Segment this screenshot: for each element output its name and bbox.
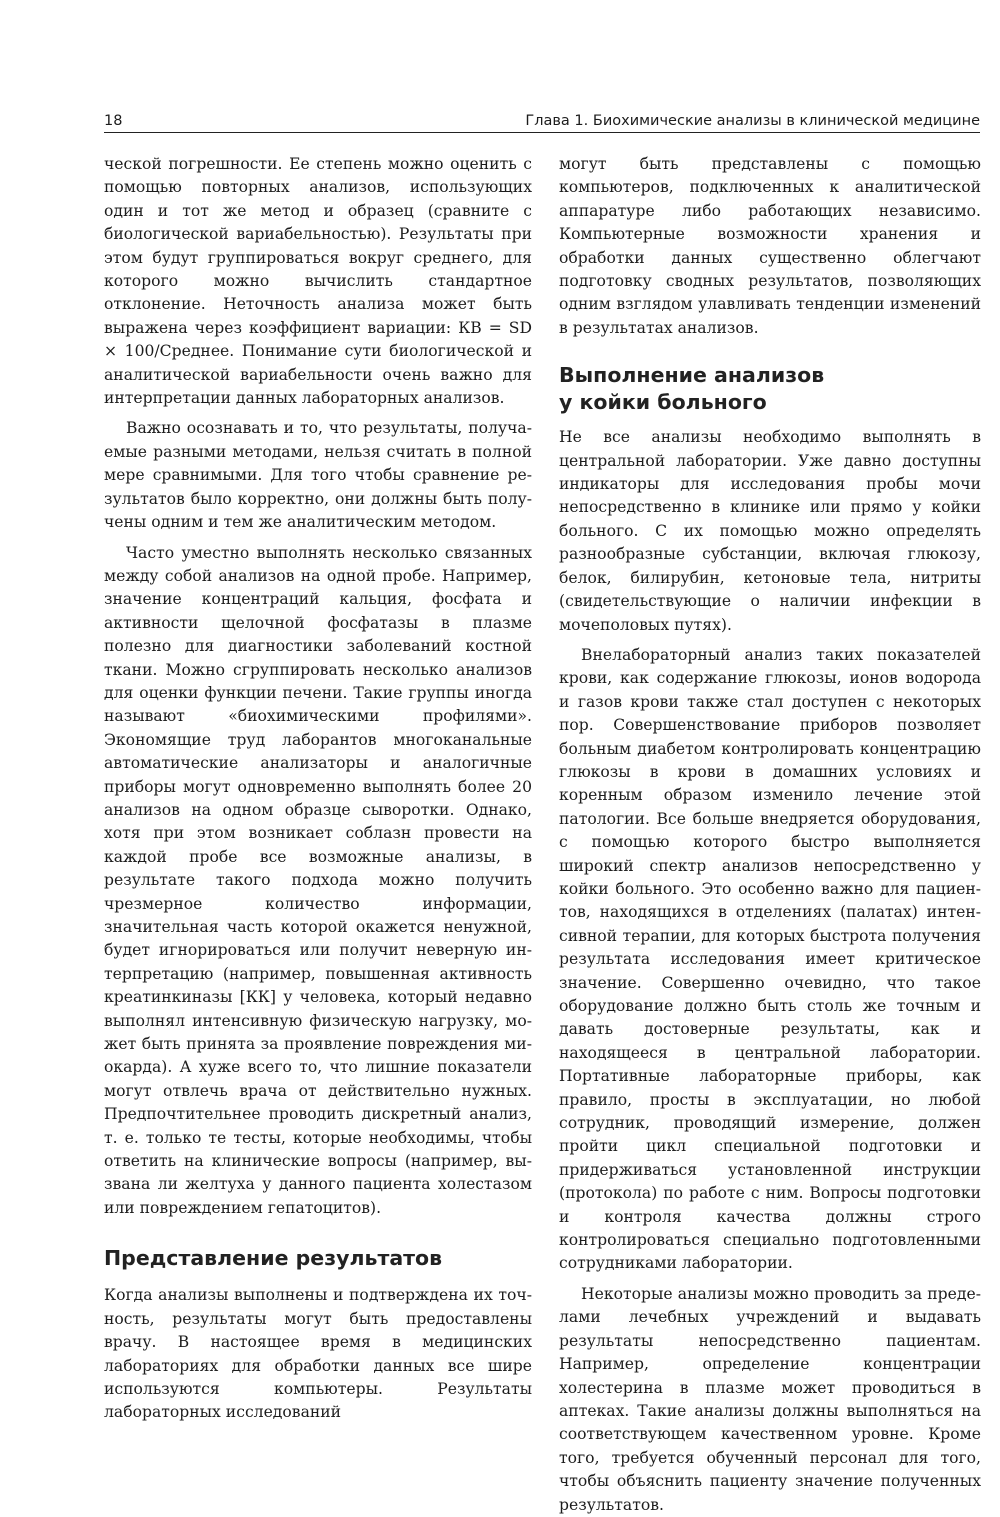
running-head [104, 110, 980, 133]
right-paragraph-1: могут быть представлены с помощью компьютеров, подключенных к аналитической аппаратуре либо работающих независимо. Компьютерные возможности хранения и обработки данных существенно облегчают подготовку сводных результатов, позволяющих одним взглядом улавливать тенденции изменений в результатах анализов. [559, 155, 981, 337]
section-heading-bedside-line-2: у койки больного [559, 390, 767, 415]
section-heading-results: Представление результатов [104, 1246, 443, 1271]
left-paragraph-1: ческой погрешности. Ее степень можно оценить с помощью повторных анализов, использующих один и тот же метод и образец (сравните с биологической вариабельностью). Результаты при этом будут группироваться вокруг среднего, для которого можно вычислить стандартное отклонение. Неточность анализа может быть выражена через коэффициент вариации: КВ = SD × 100/Среднее. Понимание сути биологической и аналитической вариабельности очень важно для интерпретации данных лабораторных анализов. [104, 155, 532, 408]
page-number: 18 [104, 113, 123, 129]
left-paragraph-3: Часто уместно выполнять несколько связанных между собой анализов на одной пробе. Например, значение концентраций кальция, фосфата и активности щелочной фосфатазы в плазме полезно для диагностики заболеваний костной ткани. Можно сгруппировать несколько анализов для оценки функции печени. Такие группы иногда называют «биохимическими профилями». Экономящие труд лаборантов многоканальные автоматические анализаторы и аналогичные приборы могут одновременно выполнять более 20 анализов на одном образце сыворотки. Однако, хотя при этом возникает соблазн провести на каждой пробе все возможные анализы, в результате такого подхода можно получить чрезмерное количество информации, значительная часть которой окажется ненужной, будет игнорироваться или получит неверную интерпретацию (например, повышенная активность креатинкиназы [КК] у человека, который недавно выполнял интенсивную физическую нагрузку, может быть принята за проявление повреждения миокарда). А хуже всего то, что лишние показатели могут отвлечь врача от действительно нужных. Предпочтительнее проводить дискретный анализ, т. е. только те тесты, которые необходимы, чтобы ответить на клинические вопросы (например, вызвана ли желтуха у данного пациента холестазом или повреждением гепатоцитов). [104, 543, 532, 1217]
left-paragraph-2: Важно осознавать и то, что результаты, получаемые разными методами, нельзя считать в полной мере сравнимыми. Для того чтобы сравнение результатов было корректно, они должны быть получены одним и тем же аналитическим методом. [104, 419, 532, 532]
left-paragraph-4: Когда анализы выполнены и подтверждена их точность, результаты могут быть предоставлены врачу. В настоящее время в медицинских лабораториях для обработки данных все шире используются компьютеры. Результаты лабораторных исследований [104, 1286, 532, 1422]
left-column [104, 153, 532, 1425]
chapter-title: Глава 1. Биохимические анализы в клинической медицине [525, 113, 980, 129]
right-paragraph-3: Внелабораторный анализ таких показателей крови, как содержание глюкозы, ионов водорода и газов крови также стал доступен с некоторых пор. Совершенствование приборов позволяет больным диабетом контролировать концентрацию глюкозы в крови в домашних условиях и коренным образом изменило лечение этой патологии. Все больше внедряется оборудования, с помощью которого быстро выполняется широкий спектр анализов непосредственно у койки больного. Это особенно важно для пациентов, находящихся в отделениях (палатах) интенсивной терапии, для которых быстрота получения результата исследования имеет критическое значение. Совершенно очевидно, что такое оборудование должно быть столь же точным и давать достоверные результаты, как и находящееся в центральной лаборатории. Портативные лабораторные приборы, как правило, просты в эксплуатации, но любой сотрудник, проводящий измерение, должен пройти цикл специальной подготовки и придерживаться установленной инструкции (протокола) по работе с ним. Вопросы подготовки и контроля качества должны строго контролироваться специально подготовленными сотрудниками лаборатории. [559, 645, 981, 1273]
section-heading-bedside-line-1: Выполнение анализов [559, 363, 825, 388]
right-column [559, 153, 981, 1517]
right-paragraph-4: Некоторые анализы можно проводить за пределами лечебных учреждений и выдавать результаты непосредственно пациентам. Например, определение концентрации холестерина в плазме может проводиться в аптеках. Такие анализы должны выполняться на соответствующем качественном уровне. Кроме того, требуется обученный персонал для того, чтобы объяснить пациенту значение полученных результатов. [559, 1284, 981, 1514]
section-heading-bedside [559, 362, 981, 416]
right-paragraph-2: Не все анализы необходимо выполнять в центральной лаборатории. Уже давно доступны индикаторы для исследования пробы мочи непосредственно в клинике или прямо у койки больного. С их помощью можно определять разнообразные субстанции, включая глюкозу, белок, билирубин, кетоновые тела, нитриты (свидетельствующие о наличии инфекции в мочеполовых путях). [559, 428, 981, 634]
